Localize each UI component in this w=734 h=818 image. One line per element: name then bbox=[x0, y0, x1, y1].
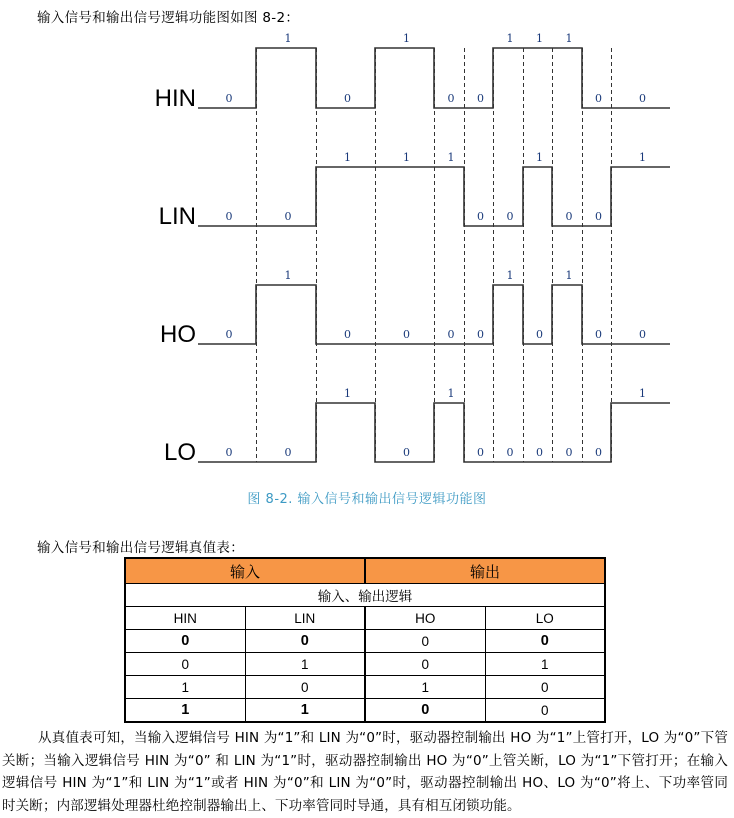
cell-lin: 1 bbox=[245, 699, 365, 723]
signal-value-label: 0 bbox=[477, 210, 484, 223]
table-row bbox=[125, 699, 605, 723]
signal-value-label: 0 bbox=[225, 210, 233, 223]
signal-value-label: 0 bbox=[403, 446, 410, 459]
cell-lin: 1 bbox=[245, 653, 365, 676]
signal-value-label: 1 bbox=[536, 32, 543, 45]
signal-value-label: 0 bbox=[565, 210, 573, 223]
signal-value-label: 0 bbox=[403, 328, 410, 341]
signal-value-label: 0 bbox=[344, 92, 351, 105]
waveform-hin bbox=[155, 32, 670, 112]
signal-value-label: 0 bbox=[639, 328, 646, 341]
signal-value-label: 0 bbox=[595, 92, 602, 105]
signal-value-label: 0 bbox=[536, 328, 543, 341]
cell-lo: 1 bbox=[485, 653, 605, 676]
signal-value-label: 0 bbox=[284, 210, 292, 223]
column-header-lin: LIN bbox=[245, 607, 365, 630]
cell-hin: 1 bbox=[125, 676, 245, 699]
cell-lo: 0 bbox=[485, 699, 605, 723]
signal-value-label: 1 bbox=[565, 269, 573, 282]
signal-value-label: 1 bbox=[639, 387, 646, 400]
signal-value-label: 0 bbox=[506, 446, 514, 459]
signal-value-label: 0 bbox=[565, 446, 573, 459]
output-group-header: 输出 bbox=[365, 558, 605, 584]
signal-value-label: 1 bbox=[639, 151, 646, 164]
column-header-ho: HO bbox=[365, 607, 485, 630]
timing-dashed-lines bbox=[257, 48, 612, 462]
cell-lo: 0 bbox=[485, 630, 605, 653]
waveform-lo bbox=[164, 387, 670, 466]
explanation-text: 从真值表可知，当输入逻辑信号 HIN 为“1”和 LIN 为“0”时，驱动器控制输出 HO 为“1”上管打开，LO 为“0”下管关断；当输入逻辑信号 HIN 为“0” 和 LIN 为“1”时，驱动器控制输出 HO 为“0”上管关断，LO 为“1”下管打开；在输入逻辑信号 HIN 为“1”和 LIN 为“1”或者 HIN 为“0”和 LIN 为“0”时，驱动器控制输出 HO、LO 为“0”将上、下功率管同时关断；内部逻辑处理器杜绝控制器输出上、下功率管同时导通，具有相互闭锁功能。 bbox=[2, 730, 728, 814]
signal-value-label: 1 bbox=[565, 32, 573, 45]
column-header-lo: LO bbox=[485, 607, 605, 630]
signal-label: LIN bbox=[158, 203, 196, 230]
cell-ho: 0 bbox=[365, 630, 485, 653]
signal-label: LO bbox=[163, 439, 196, 466]
signal-value-label: 0 bbox=[506, 210, 514, 223]
signal-value-label: 1 bbox=[344, 151, 351, 164]
intro-text: 输入信号和输出信号逻辑功能图如图 8-2： bbox=[37, 10, 300, 26]
signal-value-label: 0 bbox=[225, 446, 233, 459]
waveform-ho bbox=[160, 269, 670, 348]
truth-table bbox=[124, 557, 606, 723]
signal-value-label: 1 bbox=[506, 32, 514, 45]
cell-ho: 0 bbox=[365, 653, 485, 676]
column-header-hin: HIN bbox=[125, 607, 245, 630]
cell-hin: 0 bbox=[125, 653, 245, 676]
table-intro-text: 输入信号和输出信号逻辑真值表： bbox=[37, 540, 244, 556]
signal-value-label: 1 bbox=[447, 387, 455, 400]
input-group-header: 输入 bbox=[125, 558, 365, 584]
signal-value-label: 1 bbox=[403, 151, 410, 164]
cell-hin: 0 bbox=[125, 630, 245, 653]
signal-value-label: 1 bbox=[536, 151, 543, 164]
table-row bbox=[125, 676, 605, 699]
explanation-paragraph bbox=[0, 727, 734, 817]
signal-value-label: 0 bbox=[477, 92, 484, 105]
signal-value-label: 0 bbox=[595, 210, 602, 223]
signal-value-label: 0 bbox=[225, 92, 233, 105]
signal-value-label: 0 bbox=[344, 328, 351, 341]
signal-value-label: 0 bbox=[639, 92, 646, 105]
cell-lo: 0 bbox=[485, 676, 605, 699]
signal-value-label: 0 bbox=[225, 328, 233, 341]
signal-value-label: 1 bbox=[344, 387, 351, 400]
signal-value-label: 1 bbox=[506, 269, 514, 282]
signal-value-label: 0 bbox=[284, 446, 292, 459]
signal-label: HO bbox=[160, 321, 196, 348]
signal-value-label: 0 bbox=[477, 328, 484, 341]
signal-label: HIN bbox=[154, 85, 196, 112]
waveforms bbox=[155, 32, 670, 466]
signal-value-label: 1 bbox=[284, 32, 292, 45]
signal-value-label: 1 bbox=[447, 151, 455, 164]
signal-value-label: 0 bbox=[447, 92, 455, 105]
cell-lin: 0 bbox=[245, 676, 365, 699]
cell-ho: 1 bbox=[365, 676, 485, 699]
signal-value-label: 0 bbox=[595, 328, 602, 341]
signal-value-label: 0 bbox=[536, 446, 543, 459]
waveform-lin bbox=[159, 151, 670, 230]
signal-value-label: 0 bbox=[447, 328, 455, 341]
table-row bbox=[125, 630, 605, 653]
group-header-row bbox=[125, 558, 605, 584]
signal-value-label: 0 bbox=[595, 446, 602, 459]
signal-value-label: 1 bbox=[284, 269, 292, 282]
cell-lin: 0 bbox=[245, 630, 365, 653]
column-header-row bbox=[125, 607, 605, 630]
table-row bbox=[125, 653, 605, 676]
subheader: 输入、输出逻辑 bbox=[125, 584, 605, 607]
signal-value-label: 0 bbox=[477, 446, 484, 459]
cell-ho: 0 bbox=[365, 699, 485, 723]
subheader-row bbox=[125, 584, 605, 607]
cell-hin: 1 bbox=[125, 699, 245, 723]
figure-caption: 图 8-2. 输入信号和输出信号逻辑功能图 bbox=[247, 492, 487, 507]
signal-value-label: 1 bbox=[403, 32, 410, 45]
